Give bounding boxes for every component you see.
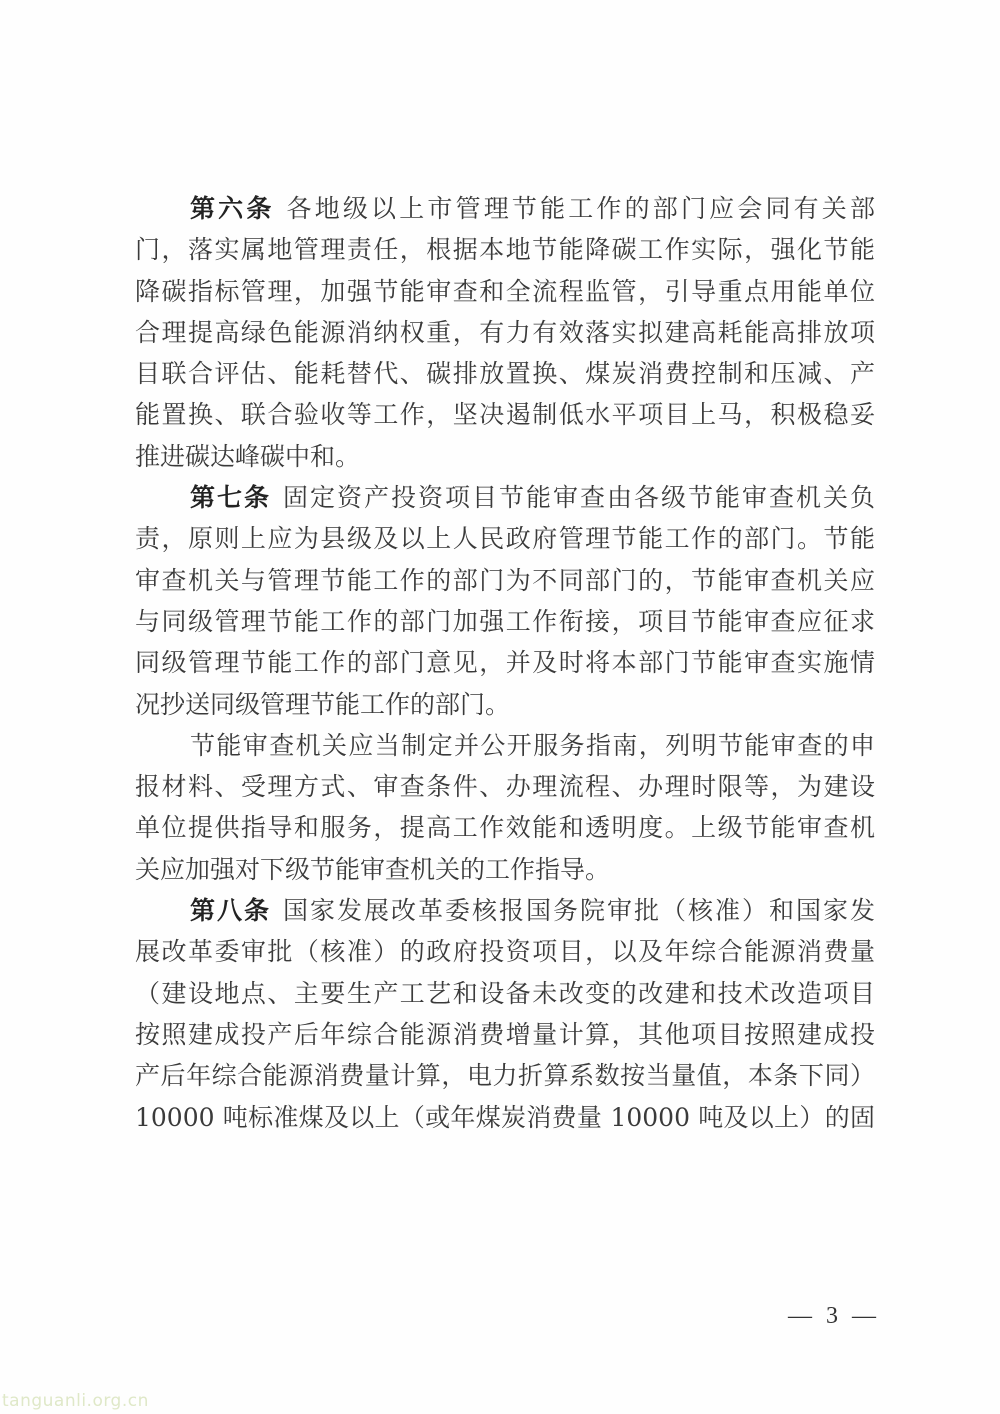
paragraph-line: 门，落实属地管理责任，根据本地节能降碳工作实际，强化节能 [135,235,875,265]
paragraph-line: 关应加强对下级节能审查机关的工作指导。 [135,854,611,884]
paragraph-line: 况抄送同级管理节能工作的部门。 [135,689,511,719]
paragraph-line: 与同级管理节能工作的部门加强工作衔接，项目节能审查应征求 [135,606,875,636]
article-7-paragraph-2 [135,725,875,890]
page-number: — 3 — [788,1303,880,1329]
line-text: 各地级以上市管理节能工作的部门应会同有关部 [286,194,875,223]
article-8 [135,890,875,1138]
paragraph-line: 降碳指标管理，加强节能审查和全流程监管，引导重点用能单位 [135,276,875,306]
paragraph-line: 合理提高绿色能源消纳权重，有力有效落实拟建高耗能高排放项 [135,317,875,347]
paragraph-line: 责，原则上应为县级及以上人民政府管理节能工作的部门。节能 [135,524,875,554]
line-text: 国家发展改革委核报国务院审批（核准）和国家发 [283,896,875,926]
line-text: 固定资产投资项目节能审查由各级节能审查机关负 [283,483,875,513]
paragraph-line: 按照建成投产后年综合能源消费增量计算，其他项目按照建成投 [135,1019,875,1049]
paragraph-line: 推进碳达峰碳中和。 [135,441,361,471]
watermark: tanguanli.org.cn [2,1391,149,1411]
article-label: 第七条 [190,483,271,513]
paragraph-line [135,477,875,518]
article-label: 第六条 [190,194,275,223]
paragraph-line: 报材料、受理方式、审查条件、办理流程、办理时限等，为建设 [135,772,875,802]
paragraph-line: 单位提供指导和服务，提高工作效能和透明度。上级节能审查机 [135,813,875,843]
paragraph-line [135,188,875,229]
article-7 [135,477,875,725]
paragraph-line: 目联合评估、能耗替代、碳排放置换、煤炭消费控制和压减、产 [135,359,875,389]
article-label: 第八条 [190,896,271,926]
paragraph-line: 10000 吨标准煤及以上（或年煤炭消费量 10000 吨及以上）的固 [135,1102,875,1132]
paragraph-line [135,890,875,931]
paragraph-line: 能置换、联合验收等工作，坚决遏制低水平项目上马，积极稳妥 [135,400,875,430]
paragraph-line: 审查机关与管理节能工作的部门为不同部门的，节能审查机关应 [135,565,875,595]
document-body [135,188,875,1138]
paragraph-line: （建设地点、主要生产工艺和设备未改变的改建和技术改造项目 [135,978,875,1008]
paragraph-line: 同级管理节能工作的部门意见，并及时将本部门节能审查实施情 [135,648,875,678]
paragraph-line: 展改革委审批（核准）的政府投资项目，以及年综合能源消费量 [135,937,875,967]
paragraph-line: 产后年综合能源消费量计算，电力折算系数按当量值，本条下同） [135,1061,875,1091]
paragraph-line: 节能审查机关应当制定并公开服务指南，列明节能审查的申 [190,730,875,760]
article-6 [135,188,875,477]
